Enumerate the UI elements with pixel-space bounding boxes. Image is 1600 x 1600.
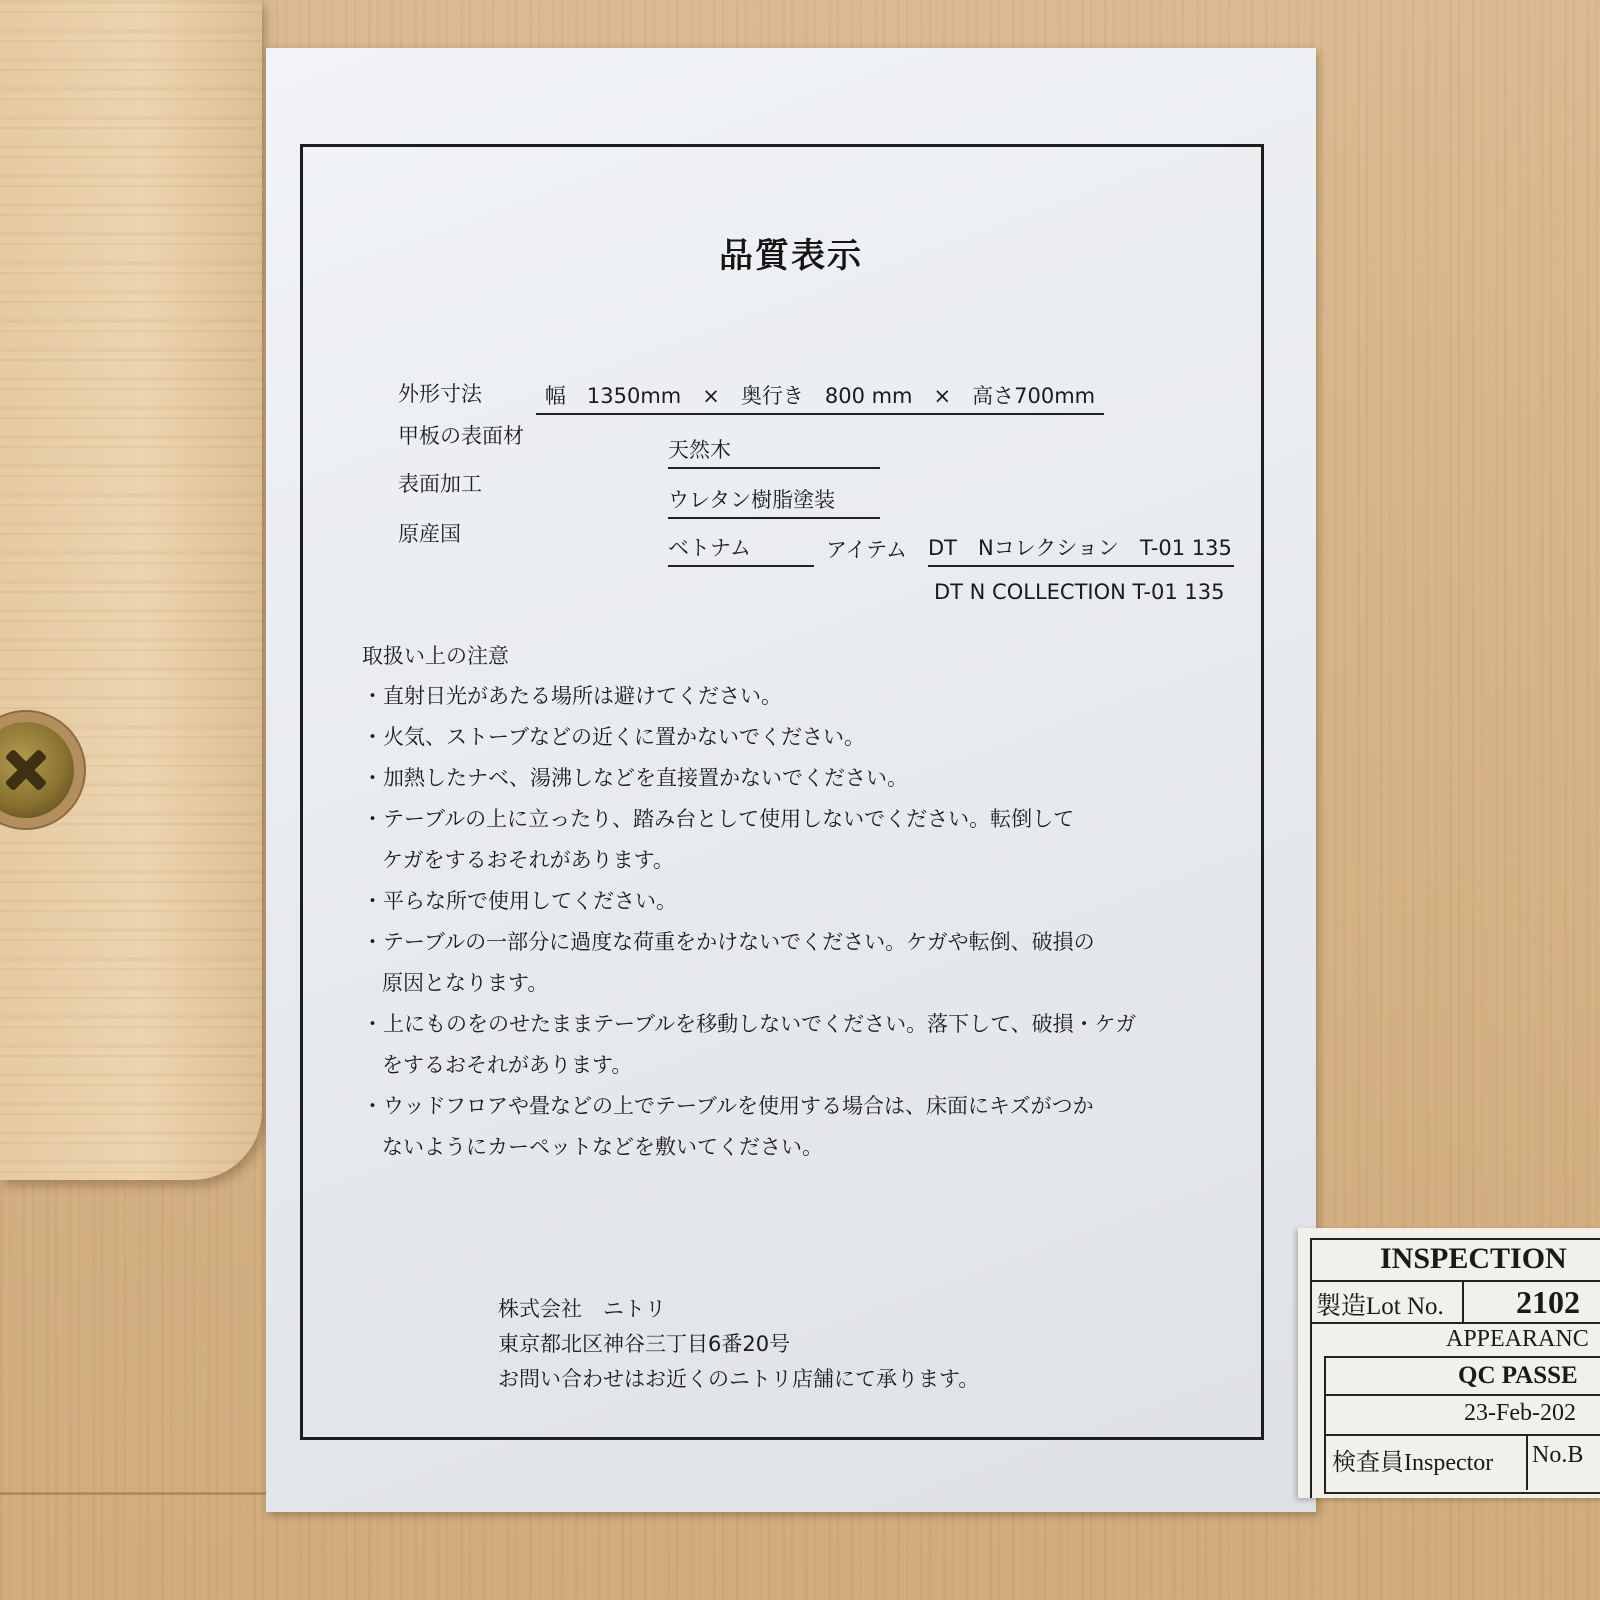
item-label: アイテム (826, 538, 908, 562)
page-title: 品質表示 (719, 236, 863, 276)
top-surface-label: 甲板の表面材 (398, 424, 524, 448)
inspection-sticker (1298, 1228, 1600, 1498)
item-value: DT Nコレクション T-01 135 (928, 532, 1234, 567)
quality-label-sheet (266, 48, 1316, 1512)
caution-item: ・ウッドフロアや畳などの上でテーブルを使用する場合は、床面にキズがつか (362, 1094, 1094, 1118)
divider (1324, 1434, 1600, 1436)
divider (1310, 1280, 1600, 1282)
qc-passed-text: QC PASSE (1458, 1362, 1578, 1389)
top-surface-value: 天然木 (668, 434, 880, 469)
caution-item: ・火気、ストーブなどの近くに置かないでください。 (362, 725, 865, 749)
company-address: 東京都北区神谷三丁目6番20号 (498, 1332, 791, 1356)
divider (1310, 1322, 1600, 1324)
divider (1462, 1280, 1464, 1322)
wood-table-leg (0, 0, 262, 1180)
cautions-title: 取扱い上の注意 (362, 644, 509, 668)
item-value-en: DT N COLLECTION T-01 135 (934, 580, 1225, 604)
origin-label: 原産国 (398, 522, 461, 546)
appearance-text: APPEARANC (1446, 1326, 1589, 1352)
divider (1526, 1434, 1528, 1490)
inspector-label: 検査員Inspector (1332, 1450, 1494, 1476)
company-name: 株式会社 ニトリ (498, 1297, 666, 1321)
company-info (498, 1292, 979, 1397)
caution-item: ・上にものをのせたままテーブルを移動しないでください。落下して、破損・ケガ (362, 1012, 1137, 1036)
qc-date: 23-Feb-202 (1464, 1400, 1576, 1426)
caution-item-continued: ケガをするおそれがあります。 (382, 848, 674, 872)
inspection-title: INSPECTION (1380, 1242, 1567, 1275)
caution-item: ・テーブルの上に立ったり、踏み台として使用しないでください。転倒して (362, 807, 1075, 831)
finish-value: ウレタン樹脂塗装 (668, 484, 880, 519)
lot-number: 2102 (1516, 1284, 1580, 1320)
dimensions-value: 幅 1350mm × 奥行き 800 mm × 高さ700mm (536, 380, 1104, 415)
caution-item: ・加熱したナベ、湯沸しなどを直接置かないでください。 (362, 766, 908, 790)
caution-item-continued: 原因となります。 (382, 971, 549, 995)
lot-label: 製造Lot No. (1316, 1293, 1444, 1320)
caution-item: ・テーブルの一部分に過度な荷重をかけないでください。ケガや転倒、破損の (362, 930, 1095, 954)
divider (1324, 1394, 1600, 1396)
inspector-number: No.B (1532, 1442, 1584, 1468)
caution-item-continued: をするおそれがあります。 (382, 1053, 633, 1077)
cautions-list (362, 676, 1222, 1168)
finish-label: 表面加工 (398, 472, 482, 496)
origin-value: ベトナム (668, 532, 814, 567)
company-contact: お問い合わせはお近くのニトリ店舗にて承ります。 (498, 1367, 980, 1391)
dimensions-label: 外形寸法 (398, 382, 482, 406)
screw-icon (0, 722, 74, 818)
caution-item: ・平らな所で使用してください。 (362, 889, 677, 913)
caution-item-continued: ないようにカーペットなどを敷いてください。 (382, 1135, 823, 1159)
caution-item: ・直射日光があたる場所は避けてください。 (362, 684, 782, 708)
